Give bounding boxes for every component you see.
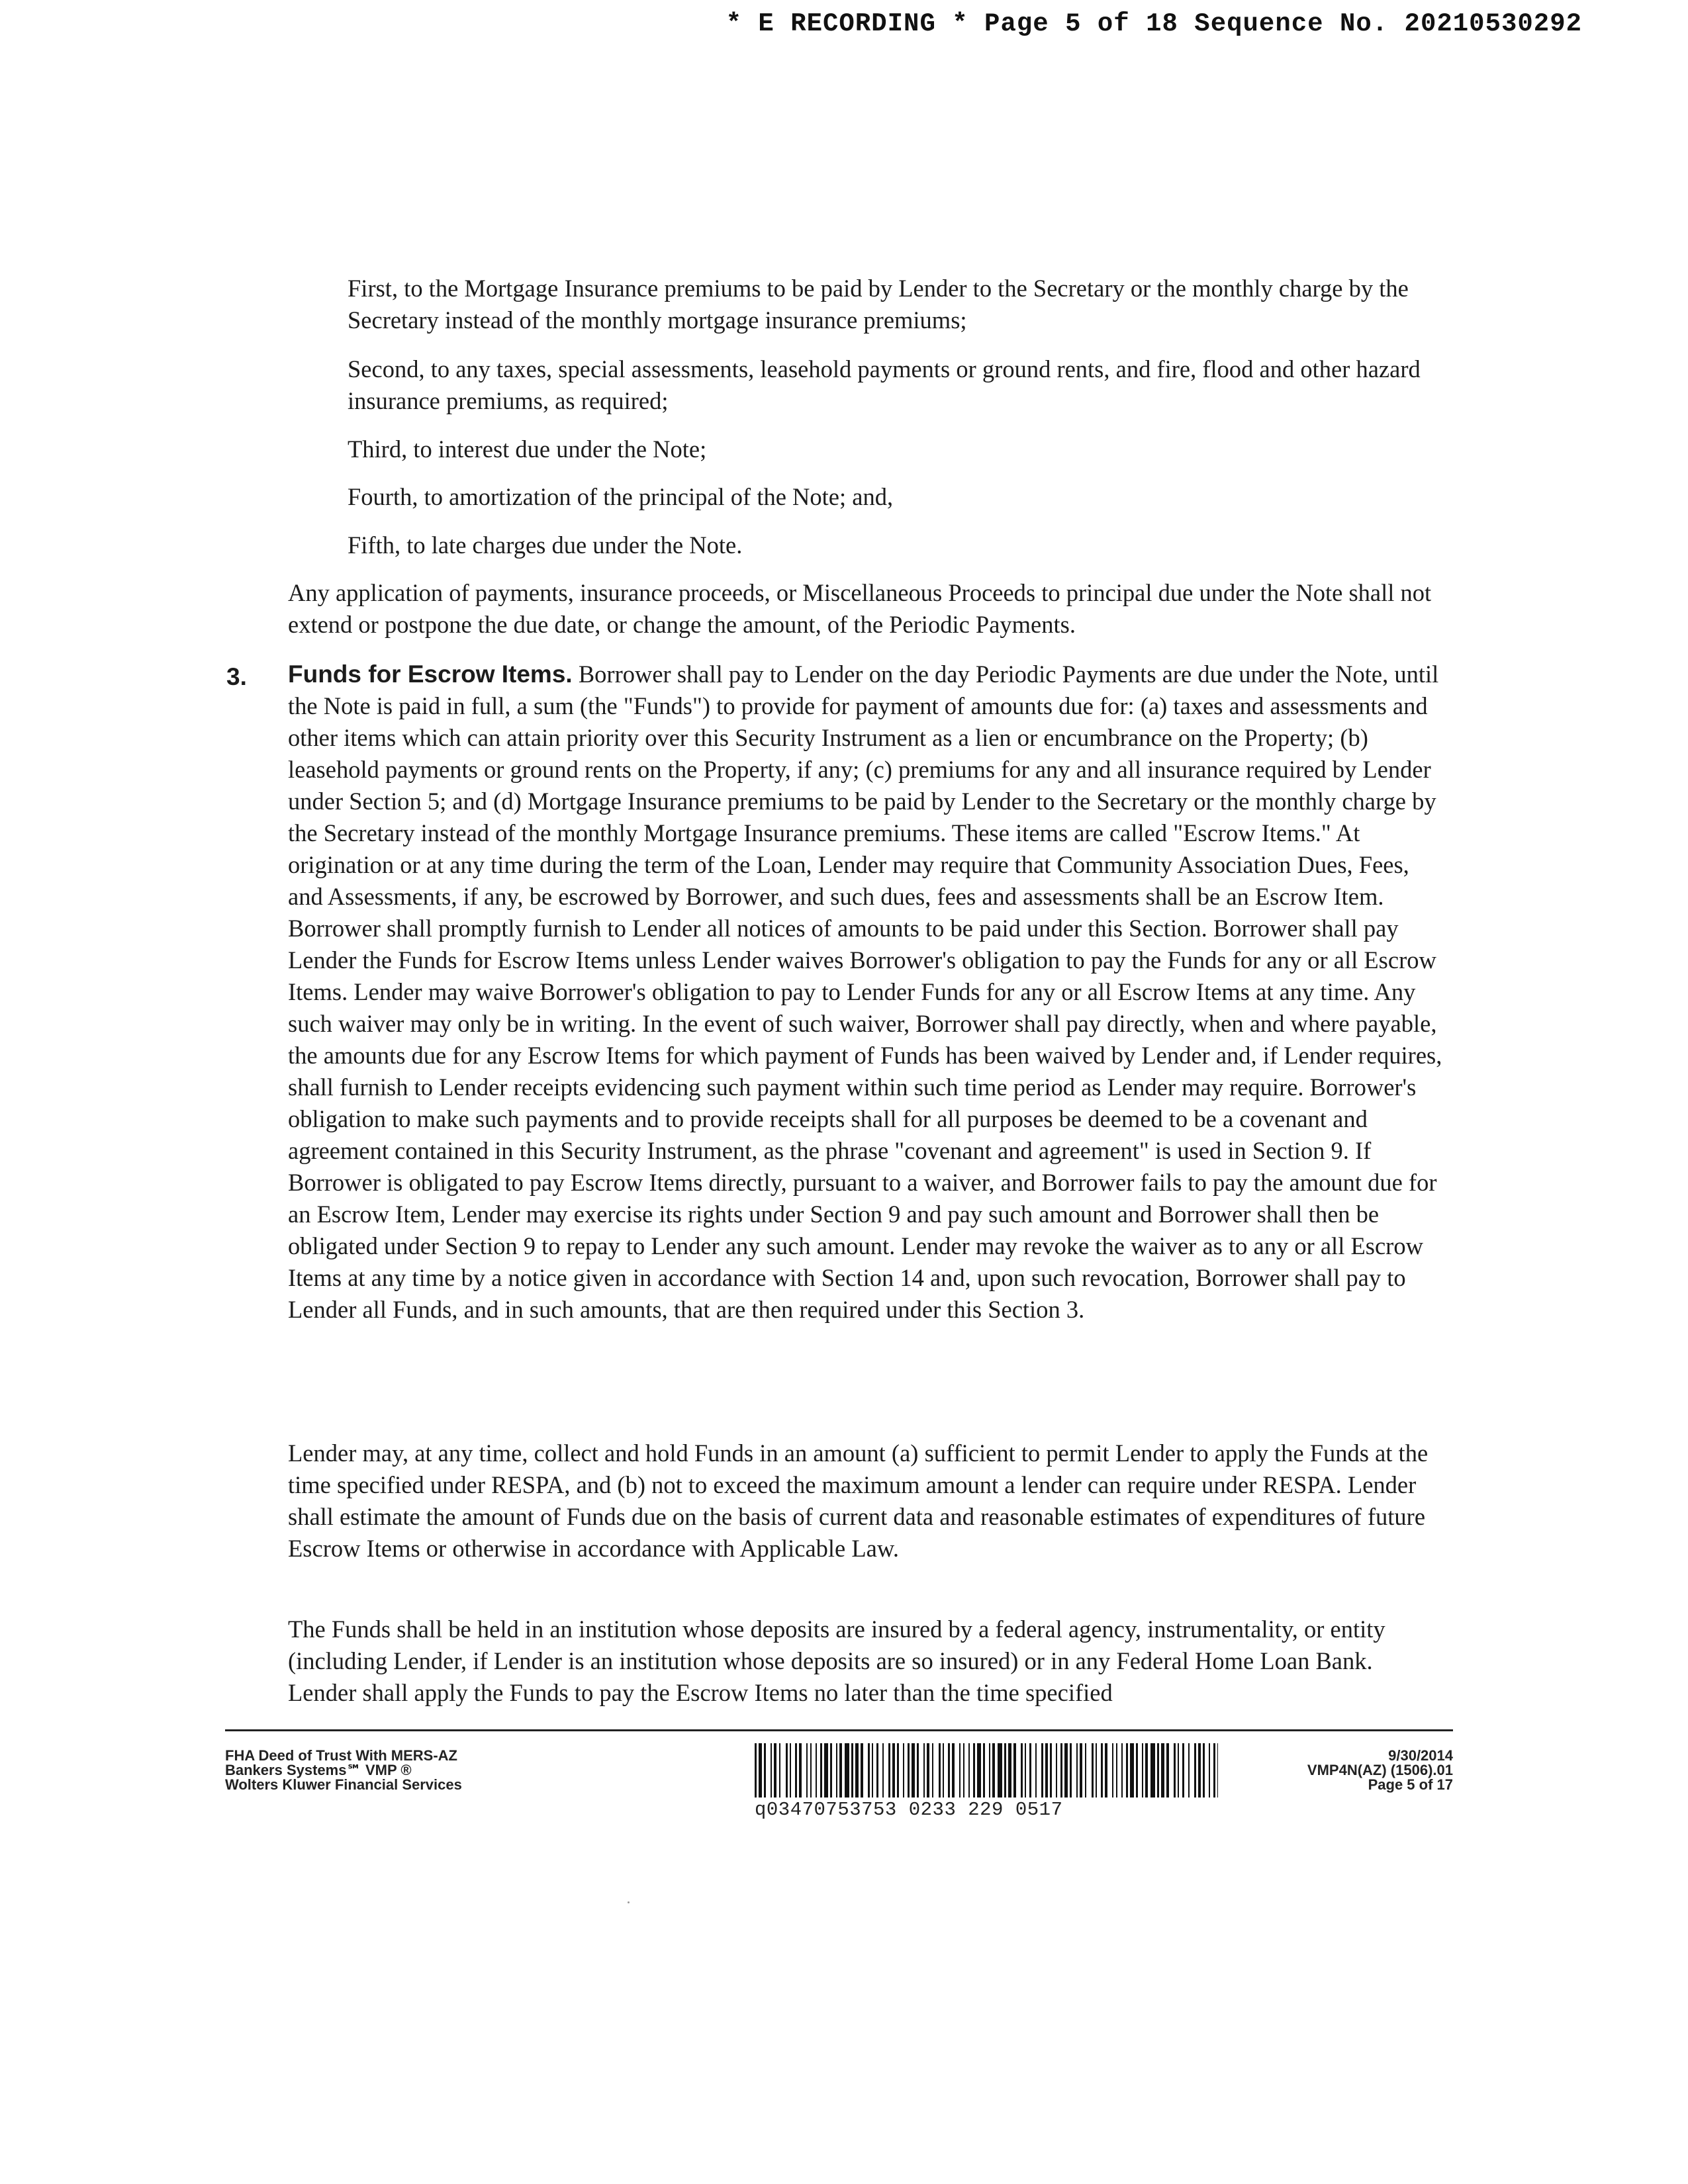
barcode-bar: [786, 1743, 788, 1797]
footer-form-code: VMP4N(AZ) (1506).01: [1307, 1762, 1453, 1778]
barcode-bar: [1161, 1743, 1164, 1797]
barcode-bar: [903, 1743, 904, 1797]
section-3-paragraph-2: Lender may, at any time, collect and hold Funds in an amount (a) sufficient to permit Lender to apply the Funds at the time specified under RESPA, and (b) not to exceed the maximum amount a lender can require under RESPA. Lender shall estimate the amount of Funds due on the basis of current data and reasonable estimates of expenditures of future Escrow Items or otherwise in accordance with Applicable Law.: [288, 1439, 1429, 1562]
section-3-paragraph-1: [288, 659, 1450, 1326]
barcode-bar: [927, 1743, 929, 1797]
barcode-bar: [1045, 1743, 1048, 1797]
barcode-bar: [810, 1743, 812, 1797]
barcode-bar: [876, 1743, 878, 1797]
barcode-bar: [977, 1743, 981, 1797]
barcode-bar: [1064, 1743, 1068, 1797]
barcode-bar: [1076, 1743, 1078, 1797]
barcode-bar: [1029, 1743, 1031, 1797]
barcode-number: q03470753753 0233 229 0517: [755, 1799, 1063, 1821]
barcode-bar: [845, 1743, 849, 1797]
footer-publisher: Bankers Systems℠ VMP ®: [225, 1762, 412, 1778]
barcode-bar: [1112, 1743, 1113, 1797]
barcode-bar: [1080, 1743, 1082, 1797]
barcode-bar: [932, 1743, 933, 1797]
priority-item-first: First, to the Mortgage Insurance premiums to be paid by Lender to the Secretary or the monthly charge by the Secretary instead of the monthly mortgage insurance premiums;: [348, 275, 1409, 334]
barcode-bar: [1174, 1743, 1176, 1797]
footer-page-number: Page 5 of 17: [1368, 1776, 1453, 1793]
barcode-bar: [1213, 1743, 1215, 1797]
barcode-graphic: [755, 1743, 1218, 1797]
barcode-bar: [1194, 1743, 1196, 1797]
barcode-bar: [824, 1743, 828, 1797]
barcode-bar: [943, 1743, 944, 1797]
barcode-bar: [759, 1743, 762, 1797]
barcode-bar: [1085, 1743, 1086, 1797]
barcode-bar: [1203, 1743, 1205, 1797]
barcode-bar: [1188, 1743, 1190, 1797]
barcode-bar: [1166, 1743, 1169, 1797]
application-of-payments-paragraph: Any application of payments, insurance proceeds, or Miscellaneous Proceeds to principal due under the Note shall not extend or postpone the due date, or change the amount, of the Periodic Payments.: [288, 579, 1432, 638]
scan-speck: [628, 1901, 630, 1903]
barcode-bar: [973, 1743, 975, 1797]
section-3-paragraph-1-text: Borrower shall pay to Lender on the day Periodic Payments are due under the Note, until the Note is paid in full, a sum (the "Funds") to provide for payment of amounts due for: (a) taxes and assessments and other items which can attain priority over this Security Instrument as a lien or encumbrance on the Property; (b) leasehold payments or ground rents on the Property, if any; (c) premiums for any and all insurance required by Lender under Section 5; and (d) Mortgage Insurance premiums to be paid by Lender to the Secretary or the monthly charge by the Secretary instead of the monthly Mortgage Insurance premiums. These items are called "Escrow Items." At origination or at any time during the term of the Loan, Lender may require that Community Association Dues, Fees, and Assessments, if any, be escrowed by Borrower, and such dues, fees and assessments shall be an Escrow Item. Borrower shall promptly furnish to Lender all notices of amounts to be paid under this Section. Borrower shall pay Lender the Funds for Escrow Items unless Lender waives Borrower's obligation to pay the Funds for any or all Escrow Items. Lender may waive Borrower's obligation to pay to Lender Funds for any or all Escrow Items at any time. Any such waiver may only be in writing. In the event of such waiver, Borrower shall pay directly, when and where payable, the amounts due for any Escrow Items for which payment of Funds has been waived by Lender and, if Lender requires, shall furnish to Lender receipts evidencing such payment within such time period as Lender may require. Borrower's obligation to make such payments and to provide receipts shall for all purposes be deemed to be a covenant and agreement contained in this Security Instrument, as the phrase "covenant and agreement" is used in Section 9. If Borrower is obligated to pay Escrow Items directly, pursuant to a waiver, and Borrower fails to pay the amount due for an Escrow Item, Lender may exercise its rights under Section 9 and pay such amount and Borrower shall then be obligated under Section 9 to repay to Lender any such amount. Lender may revoke the waiver as to any or all Escrow Items at any time by a notice given in accordance with Section 14 and, upon such revocation, Borrower shall pay to Lender all Funds, and in such amounts, that are then required under this Section 3.: [288, 660, 1442, 1323]
barcode-bar: [1056, 1743, 1057, 1797]
barcode-bar: [1150, 1743, 1155, 1797]
barcode-bar: [888, 1743, 890, 1797]
barcode-bar: [799, 1743, 802, 1797]
barcode-bar: [806, 1743, 808, 1797]
barcode-bar: [1013, 1743, 1016, 1797]
barcode-bar: [983, 1743, 985, 1797]
barcode-bar: [830, 1743, 832, 1797]
barcode-bar: [1182, 1743, 1184, 1797]
barcode-bar: [1145, 1743, 1148, 1797]
barcode-bar: [912, 1743, 915, 1797]
barcode-bar: [1136, 1743, 1138, 1797]
barcode-bar: [992, 1743, 995, 1797]
barcode-bar: [836, 1743, 837, 1797]
barcode-bar: [939, 1743, 941, 1797]
barcode-bar: [968, 1743, 970, 1797]
barcode-bar: [790, 1743, 791, 1797]
barcode-bar: [1142, 1743, 1143, 1797]
barcode-bar: [1025, 1743, 1026, 1797]
barcode-bar: [1035, 1743, 1037, 1797]
barcode-bar: [1092, 1743, 1094, 1797]
barcode-bar: [1105, 1743, 1107, 1797]
barcode-bar: [764, 1743, 766, 1797]
barcode-bar: [1157, 1743, 1159, 1797]
footer-form-info: [225, 1749, 462, 1792]
barcode-bar: [1004, 1743, 1006, 1797]
barcode-bar: [1130, 1743, 1134, 1797]
barcode-bar: [1217, 1743, 1218, 1797]
barcode-bar: [774, 1743, 776, 1797]
barcode-bar: [959, 1743, 961, 1797]
barcode-bar: [795, 1743, 797, 1797]
barcode-bar: [948, 1743, 950, 1797]
footer-form-version: [1307, 1749, 1453, 1792]
priority-item-fifth: Fifth, to late charges due under the Note.: [348, 531, 743, 559]
barcode-bar: [1178, 1743, 1179, 1797]
section-title: Funds for Escrow Items.: [288, 660, 573, 688]
barcode-bar: [1008, 1743, 1011, 1797]
barcode-bar: [868, 1743, 870, 1797]
barcode-bar: [908, 1743, 910, 1797]
priority-item-second: Second, to any taxes, special assessments, leasehold payments or ground rents, and fire, flood and other hazard insurance premiums, as required;: [348, 355, 1421, 414]
barcode-bar: [1198, 1743, 1201, 1797]
barcode-bar: [897, 1743, 899, 1797]
priority-item-fourth: Fourth, to amortization of the principal of the Note; and,: [348, 483, 894, 510]
barcode-bar: [892, 1743, 895, 1797]
barcode-bar: [1021, 1743, 1023, 1797]
barcode-bar: [755, 1743, 757, 1797]
footer-form-name: FHA Deed of Trust With MERS-AZ: [225, 1747, 457, 1764]
barcode-bar: [998, 1743, 1002, 1797]
barcode-bar: [779, 1743, 780, 1797]
barcode-bar: [989, 1743, 990, 1797]
section-3-paragraph-3: The Funds shall be held in an institution whose deposits are insured by a federal agency, instrumentality, or entity (including Lender, if Lender is an institution whose deposits are so insured) or in any Federal Home Loan Bank. Lender shall apply the Funds to pay the Escrow Items no later than the time specified: [288, 1615, 1385, 1706]
barcode-bar: [872, 1743, 873, 1797]
barcode-bar: [861, 1743, 863, 1797]
barcode-bar: [855, 1743, 859, 1797]
barcode-bar: [963, 1743, 964, 1797]
footer-divider: [225, 1729, 1453, 1731]
barcode-bar: [851, 1743, 853, 1797]
recording-header-stamp: * E RECORDING * Page 5 of 18 Sequence No. 20210530292: [726, 9, 1582, 38]
barcode-bar: [1116, 1743, 1117, 1797]
barcode-bar: [771, 1743, 772, 1797]
barcode-bar: [1209, 1743, 1210, 1797]
barcode-bar: [1041, 1743, 1043, 1797]
barcode-bar: [952, 1743, 955, 1797]
priority-item-third: Third, to interest due under the Note;: [348, 435, 707, 463]
footer-date: 9/30/2014: [1388, 1747, 1453, 1764]
barcode-bar: [1050, 1743, 1052, 1797]
barcode-bar: [820, 1743, 822, 1797]
barcode-bar: [816, 1743, 817, 1797]
section-number: 3.: [226, 663, 247, 690]
barcode-bar: [1101, 1743, 1103, 1797]
barcode-bar: [839, 1743, 842, 1797]
barcode-bar: [917, 1743, 919, 1797]
barcode-bar: [882, 1743, 884, 1797]
barcode-bar: [1126, 1743, 1128, 1797]
document-barcode: [755, 1743, 1218, 1821]
barcode-bar: [1060, 1743, 1062, 1797]
barcode-bar: [1096, 1743, 1097, 1797]
barcode-bar: [1121, 1743, 1123, 1797]
barcode-bar: [1070, 1743, 1072, 1797]
barcode-bar: [923, 1743, 925, 1797]
footer-company: Wolters Kluwer Financial Services: [225, 1776, 462, 1793]
